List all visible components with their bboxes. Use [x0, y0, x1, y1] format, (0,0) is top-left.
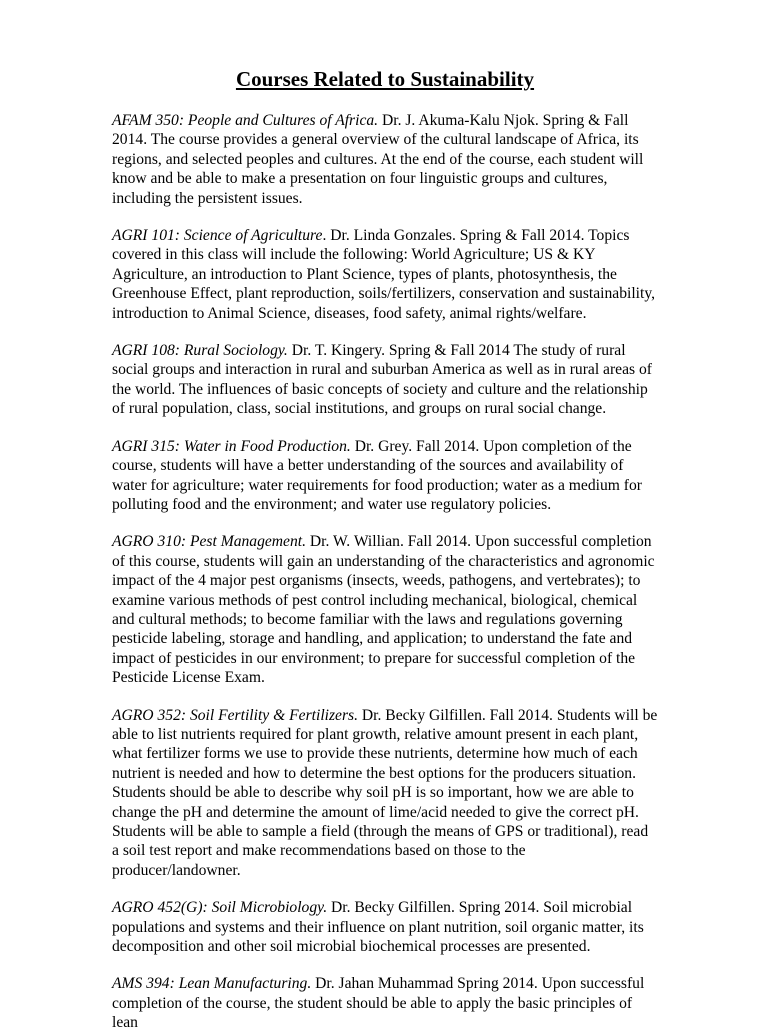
course-entry [112, 226, 658, 323]
course-code: AFAM 350: People and Cultures of Africa. [112, 112, 379, 129]
course-entry [112, 532, 658, 687]
course-code: AGRI 108: Rural Sociology. [112, 342, 288, 360]
course-entry [112, 341, 658, 419]
course-description: Dr. T. Kingery. Spring & Fall 2014 The study of rural social groups and interaction in rural and suburban America as well as in rural areas of the world. The influences of basic concepts of society and culture and the relationship of rural population, class, social institutions, and groups on rural social change. [112, 342, 652, 418]
course-description: Dr. J. Akuma-Kalu Njok. Spring & Fall 2014. The course provides a general overview of the cultural landscape of Africa, its regions, and selected peoples and cultures. At the end of the course, each student will know and be able to make a presentation on four linguistic groups and cultures, including the persistent issues. [112, 112, 644, 207]
course-code: AGRO 452(G): Soil Microbiology. [112, 899, 328, 917]
course-code: AGRI 101: Science of Agriculture [112, 227, 323, 245]
course-entry [112, 111, 658, 208]
course-code: AGRI 315: Water in Food Production. [112, 437, 351, 455]
course-description: Dr. Becky Gilfillen. Fall 2014. Students will be able to list nutrients required for plant growth, relative amount present in each plant, what fertilizer forms we use to provide these nutrients, determine how much of each nutrient is needed and how to determine the best options for the producers situation. Students should be able to describe why soil pH is so important, how we are able to change the pH and determine the amount of lime/acid needed to give the correct pH. Students will be able to sample a field (through the means of GPS or traditional), read a soil test report and make recommendations based on those to the producer/landowner. [112, 706, 658, 879]
course-entry [112, 898, 658, 956]
course-entry [112, 706, 658, 881]
page-title: Courses Related to Sustainability [235, 67, 535, 91]
course-description: Dr. Grey. Fall 2014. Upon completion of the course, students will have a better understanding of the sources and availability of water for agriculture; water requirements for food production; water as a medium for polluting food and the environment; and water use regulatory policies. [112, 437, 642, 513]
course-description: Dr. Becky Gilfillen. Spring 2014. Soil microbial populations and systems and their influence on plant nutrition, soil organic matter, its decomposition and other soil microbial biochemical processes are presented. [112, 899, 644, 956]
course-description: . Dr. Linda Gonzales. Spring & Fall 2014. Topics covered in this class will include the following: World Agriculture; US & KY Agriculture, an introduction to Plant Science, types of plants, photosynthesis, the Greenhouse Effect, plant reproduction, soils/fertilizers, conservation and sustainability, introduction to Animal Science, diseases, food safety, animal rights/welfare. [112, 227, 656, 322]
course-code: AGRO 310: Pest Management. [112, 533, 307, 551]
course-code: AGRO 352: Soil Fertility & Fertilizers. [112, 706, 359, 724]
course-code: AMS 394: Lean Manufacturing. [112, 975, 312, 993]
course-description: Dr. Jahan Muhammad Spring 2014. Upon successful completion of the course, the student should be able to apply the basic principles of lean [112, 975, 645, 1032]
course-description: Dr. W. Willian. Fall 2014. Upon successful completion of this course, students will gain an understanding of the characteristics and agronomic impact of the 4 major pest organisms (insects, weeds, pathogens, and vertebrates); to examine various methods of pest control including mechanical, biological, chemical and cultural methods; to become familiar with the laws and regulations governing pesticide labeling, storage and handling, and application; to understand the fate and impact of pesticides in our environment; to prepare for successful completion of the Pesticide License Exam. [112, 533, 655, 687]
course-entry [112, 974, 658, 1032]
course-entry [112, 437, 658, 515]
